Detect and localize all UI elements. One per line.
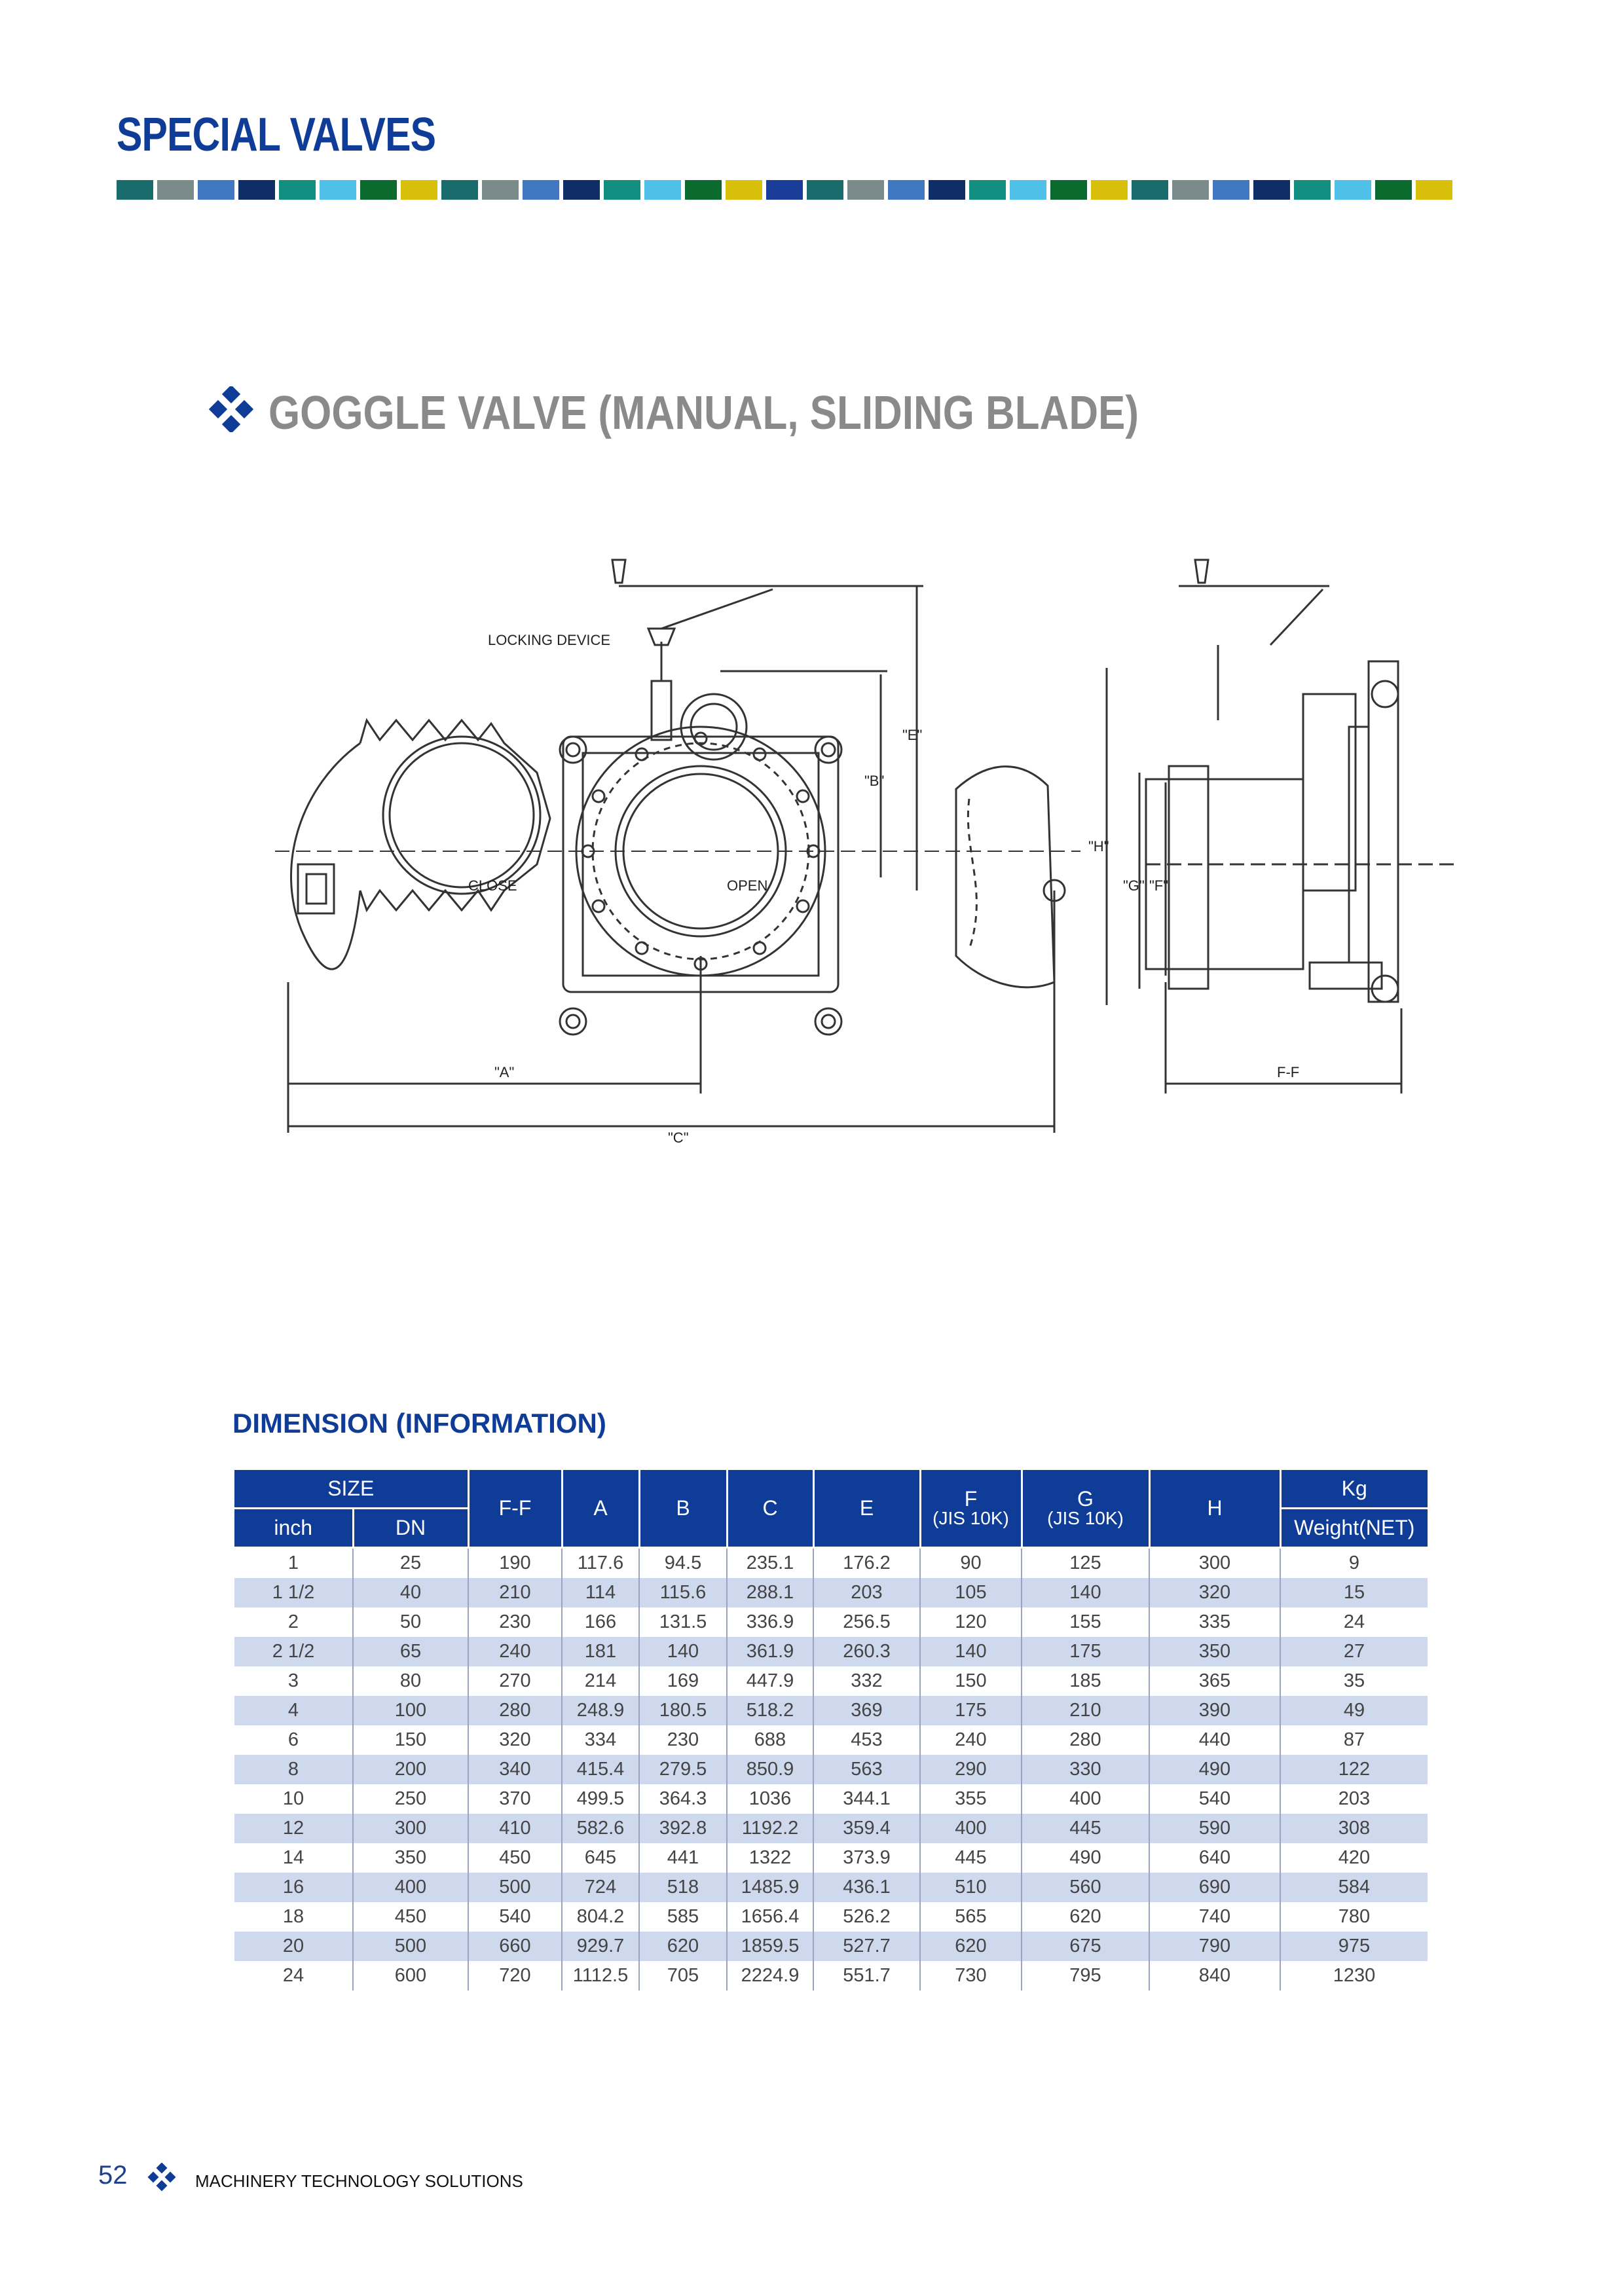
label-dim-g: "G" <box>1123 877 1145 894</box>
color-strip-segment <box>1294 180 1331 200</box>
header-g-sub: (JIS 10K) <box>1047 1507 1124 1528</box>
label-dim-h: "H" <box>1088 838 1109 854</box>
table-cell: 24 <box>1343 1611 1365 1632</box>
table-cell: 105 <box>920 1578 1022 1607</box>
table-cell: 35 <box>1343 1670 1365 1691</box>
table-cell: 565 <box>920 1902 1022 1932</box>
table-cell: 518 <box>639 1873 727 1902</box>
table-cell: 332 <box>813 1666 920 1696</box>
dimension-table <box>234 1470 1428 1991</box>
table-cell: 975 <box>1280 1932 1428 1961</box>
table-cell: 87 <box>1343 1729 1365 1750</box>
table-cell: 720 <box>468 1961 562 1991</box>
table-cell: 335 <box>1149 1607 1280 1637</box>
color-strip-segment <box>523 180 559 200</box>
table-cell: 660 <box>468 1932 562 1961</box>
table-cell: 248.9 <box>562 1696 639 1725</box>
table-cell: 436.1 <box>813 1873 920 1902</box>
table-cell: 490 <box>1149 1755 1280 1784</box>
table-cell: 500 <box>468 1873 562 1902</box>
color-strip-segment <box>401 180 437 200</box>
table-cell: 688 <box>727 1725 813 1755</box>
table-row <box>234 1725 1428 1755</box>
table-cell: 200 <box>353 1755 468 1784</box>
table-row <box>234 1607 1428 1637</box>
table-cell: 620 <box>1022 1902 1149 1932</box>
table-cell: 929.7 <box>562 1932 639 1961</box>
table-cell: 350 <box>1149 1637 1280 1666</box>
dimension-title: DIMENSION (INFORMATION) <box>232 1408 606 1439</box>
header-size: SIZE <box>234 1470 468 1509</box>
color-strip-segment <box>1050 180 1087 200</box>
table-cell: 840 <box>1149 1961 1280 1991</box>
table-cell: 50 <box>353 1607 468 1637</box>
table-cell: 415.4 <box>562 1755 639 1784</box>
color-strip-segment <box>1091 180 1128 200</box>
table-cell: 150 <box>920 1666 1022 1696</box>
table-cell: 16 <box>234 1873 353 1902</box>
table-cell: 210 <box>468 1578 562 1607</box>
table-cell: 690 <box>1149 1873 1280 1902</box>
header-a: A <box>562 1470 639 1548</box>
table-cell: 527.7 <box>813 1932 920 1961</box>
table-row <box>234 1961 1428 1991</box>
table-cell: 131.5 <box>639 1607 727 1637</box>
table-cell: 410 <box>468 1814 562 1843</box>
table-row <box>234 1843 1428 1873</box>
color-strip-segment <box>726 180 762 200</box>
table-cell: 125 <box>1022 1548 1149 1579</box>
table-cell: 214 <box>562 1666 639 1696</box>
table-cell: 203 <box>813 1578 920 1607</box>
table-cell: 320 <box>1149 1578 1280 1607</box>
table-cell: 420 <box>1338 1847 1371 1868</box>
table-cell: 120 <box>920 1607 1022 1637</box>
table-cell: 100 <box>353 1696 468 1725</box>
table-cell: 4 <box>234 1696 353 1725</box>
color-strip-segment <box>1375 180 1412 200</box>
table-cell: 1859.5 <box>727 1932 813 1961</box>
table-cell: 392.8 <box>639 1814 727 1843</box>
table-cell: 230 <box>468 1607 562 1637</box>
table-row <box>234 1814 1428 1843</box>
table-cell: 400 <box>920 1814 1022 1843</box>
table-cell: 500 <box>353 1932 468 1961</box>
table-cell: 65 <box>353 1637 468 1666</box>
table-cell: 453 <box>813 1725 920 1755</box>
color-strip-segment <box>117 180 153 200</box>
table-cell: 510 <box>920 1873 1022 1902</box>
table-cell: 445 <box>920 1843 1022 1873</box>
table-cell: 190 <box>468 1548 562 1579</box>
table-cell: 526.2 <box>813 1902 920 1932</box>
color-strip-segment <box>198 180 234 200</box>
table-cell: 334 <box>562 1725 639 1755</box>
table-cell: 80 <box>353 1666 468 1696</box>
table-cell: 584 <box>1280 1873 1428 1902</box>
table-cell: 280 <box>468 1696 562 1725</box>
table-cell: 49 <box>1280 1696 1428 1725</box>
header-title: SPECIAL VALVES <box>117 109 436 161</box>
label-dim-e: "E" <box>902 727 923 743</box>
table-cell: 280 <box>1022 1725 1149 1755</box>
label-dim-c: "C" <box>668 1129 689 1146</box>
table-cell: 175 <box>1022 1637 1149 1666</box>
table-cell: 181 <box>562 1637 639 1666</box>
header-kg: Kg <box>1280 1470 1428 1509</box>
table-cell: 8 <box>234 1755 353 1784</box>
table-cell: 563 <box>813 1755 920 1784</box>
color-strip-segment <box>157 180 194 200</box>
table-cell: 1656.4 <box>727 1902 813 1932</box>
table-cell: 140 <box>1022 1578 1149 1607</box>
table-cell: 24 <box>234 1961 353 1991</box>
table-cell: 320 <box>468 1725 562 1755</box>
table-cell: 1322 <box>727 1843 813 1873</box>
table-cell: 705 <box>639 1961 727 1991</box>
color-strip-segment <box>1335 180 1371 200</box>
table-cell: 364.3 <box>639 1784 727 1814</box>
table-cell: 373.9 <box>813 1843 920 1873</box>
header-b: B <box>639 1470 727 1548</box>
table-cell: 340 <box>468 1755 562 1784</box>
table-cell: 330 <box>1022 1755 1149 1784</box>
table-cell: 450 <box>468 1843 562 1873</box>
header-h: H <box>1149 1470 1280 1548</box>
table-cell: 445 <box>1022 1814 1149 1843</box>
table-cell: 620 <box>920 1932 1022 1961</box>
table-cell: 369 <box>813 1696 920 1725</box>
label-close: CLOSE <box>468 877 517 894</box>
table-cell: 400 <box>353 1873 468 1902</box>
table-cell: 490 <box>1022 1843 1149 1873</box>
table-cell: 250 <box>353 1784 468 1814</box>
table-cell: 27 <box>1280 1637 1428 1666</box>
table-cell: 210 <box>1022 1696 1149 1725</box>
table-cell: 235.1 <box>727 1548 813 1579</box>
table-cell: 390 <box>1149 1696 1280 1725</box>
color-strip <box>117 180 1456 200</box>
table-cell: 350 <box>353 1843 468 1873</box>
table-cell: 12 <box>234 1814 353 1843</box>
color-strip-segment <box>320 180 356 200</box>
table-cell: 155 <box>1022 1607 1149 1637</box>
table-cell: 1192.2 <box>727 1814 813 1843</box>
table-cell: 117.6 <box>562 1548 639 1579</box>
diamond-bullet-icon <box>208 386 254 432</box>
table-row <box>234 1784 1428 1814</box>
table-cell: 585 <box>639 1902 727 1932</box>
table-cell: 804.2 <box>562 1902 639 1932</box>
table-cell: 675 <box>1022 1932 1149 1961</box>
table-cell: 3 <box>234 1666 353 1696</box>
footer-company: MACHINERY TECHNOLOGY SOLUTIONS <box>195 2171 523 2191</box>
color-strip-segment <box>1416 180 1452 200</box>
table-cell: 1 1/2 <box>234 1578 353 1607</box>
color-strip-segment <box>888 180 925 200</box>
color-strip-segment <box>807 180 843 200</box>
table-cell: 240 <box>468 1637 562 1666</box>
label-dim-ff: F-F <box>1277 1064 1300 1080</box>
table-cell: 400 <box>1022 1784 1149 1814</box>
table-cell: 14 <box>234 1843 353 1873</box>
color-strip-segment <box>1253 180 1290 200</box>
color-strip-segment <box>644 180 681 200</box>
table-cell: 620 <box>639 1932 727 1961</box>
table-cell: 440 <box>1149 1725 1280 1755</box>
table-cell: 540 <box>468 1902 562 1932</box>
table-cell: 115.6 <box>639 1578 727 1607</box>
table-cell: 370 <box>468 1784 562 1814</box>
table-cell: 1 <box>234 1548 353 1579</box>
header-g <box>1022 1470 1149 1548</box>
header-g-label: G <box>1077 1486 1094 1511</box>
table-cell: 1230 <box>1333 1965 1376 1986</box>
table-cell: 140 <box>920 1637 1022 1666</box>
table-row <box>234 1755 1428 1784</box>
section-title: GOGGLE VALVE (MANUAL, SLIDING BLADE) <box>268 387 1139 439</box>
color-strip-segment <box>1010 180 1046 200</box>
color-strip-segment <box>563 180 600 200</box>
table-cell: 850.9 <box>727 1755 813 1784</box>
table-cell: 6 <box>234 1725 353 1755</box>
table-cell: 359.4 <box>813 1814 920 1843</box>
color-strip-segment <box>360 180 397 200</box>
header-f-sub: (JIS 10K) <box>932 1507 1009 1528</box>
table-cell: 240 <box>920 1725 1022 1755</box>
table-cell: 582.6 <box>562 1814 639 1843</box>
table-cell: 540 <box>1149 1784 1280 1814</box>
table-cell: 185 <box>1022 1666 1149 1696</box>
table-cell: 2224.9 <box>727 1961 813 1991</box>
table-cell: 90 <box>920 1548 1022 1579</box>
table-cell: 344.1 <box>813 1784 920 1814</box>
table-cell: 9 <box>1348 1552 1360 1573</box>
table-cell: 256.5 <box>813 1607 920 1637</box>
table-cell: 230 <box>639 1725 727 1755</box>
table-cell: 1485.9 <box>727 1873 813 1902</box>
color-strip-segment <box>238 180 275 200</box>
table-row <box>234 1873 1428 1902</box>
table-cell: 590 <box>1149 1814 1280 1843</box>
table-cell: 176.2 <box>813 1548 920 1579</box>
table-cell: 270 <box>468 1666 562 1696</box>
table-cell: 279.5 <box>639 1755 727 1784</box>
table-cell: 551.7 <box>813 1961 920 1991</box>
table-row <box>234 1696 1428 1725</box>
table-cell: 114 <box>562 1578 639 1607</box>
table-row <box>234 1902 1428 1932</box>
table-cell: 447.9 <box>727 1666 813 1696</box>
color-strip-segment <box>441 180 478 200</box>
footer-diamond-icon <box>147 2163 176 2192</box>
table-cell: 1112.5 <box>562 1961 639 1991</box>
table-cell: 730 <box>920 1961 1022 1991</box>
table-row <box>234 1932 1428 1961</box>
page-number: 52 <box>98 2161 128 2190</box>
table-cell: 18 <box>234 1902 353 1932</box>
table-row <box>234 1548 1428 1579</box>
header-f <box>920 1470 1022 1548</box>
color-strip-segment <box>847 180 884 200</box>
table-cell: 2 <box>234 1607 353 1637</box>
table-cell: 355 <box>920 1784 1022 1814</box>
label-dim-b: "B" <box>864 773 885 789</box>
table-cell: 300 <box>353 1814 468 1843</box>
header-weight: Weight(NET) <box>1280 1509 1428 1548</box>
header-ff: F-F <box>468 1470 562 1548</box>
table-cell: 600 <box>353 1961 468 1991</box>
color-strip-segment <box>685 180 722 200</box>
table-cell: 780 <box>1338 1906 1371 1927</box>
table-cell: 441 <box>639 1843 727 1873</box>
table-cell: 169 <box>639 1666 727 1696</box>
table-cell: 560 <box>1022 1873 1149 1902</box>
table-cell: 365 <box>1149 1666 1280 1696</box>
table-cell: 2 1/2 <box>234 1637 353 1666</box>
table-cell: 640 <box>1149 1843 1280 1873</box>
table-cell: 499.5 <box>562 1784 639 1814</box>
table-cell: 20 <box>234 1932 353 1961</box>
table-cell: 724 <box>562 1873 639 1902</box>
table-cell: 308 <box>1280 1814 1428 1843</box>
table-cell: 40 <box>353 1578 468 1607</box>
color-strip-segment <box>1172 180 1209 200</box>
color-strip-segment <box>1132 180 1168 200</box>
color-strip-segment <box>766 180 803 200</box>
header-inch: inch <box>234 1509 353 1548</box>
table-cell: 740 <box>1149 1902 1280 1932</box>
table-cell: 140 <box>639 1637 727 1666</box>
table-cell: 795 <box>1022 1961 1149 1991</box>
table-cell: 166 <box>562 1607 639 1637</box>
table-cell: 790 <box>1149 1932 1280 1961</box>
table-cell: 260.3 <box>813 1637 920 1666</box>
header-f-label: F <box>964 1486 978 1511</box>
label-open: OPEN <box>727 877 768 894</box>
table-cell: 25 <box>353 1548 468 1579</box>
table-cell: 300 <box>1149 1548 1280 1579</box>
color-strip-segment <box>969 180 1006 200</box>
color-strip-segment <box>1213 180 1249 200</box>
header-c: C <box>727 1470 813 1548</box>
header-e: E <box>813 1470 920 1548</box>
label-dim-a: "A" <box>494 1064 515 1080</box>
table-cell: 10 <box>234 1784 353 1814</box>
table-cell: 15 <box>1280 1578 1428 1607</box>
color-strip-segment <box>279 180 316 200</box>
table-cell: 361.9 <box>727 1637 813 1666</box>
table-cell: 1036 <box>727 1784 813 1814</box>
table-cell: 290 <box>920 1755 1022 1784</box>
table-cell: 645 <box>562 1843 639 1873</box>
table-cell: 122 <box>1280 1755 1428 1784</box>
table-cell: 336.9 <box>727 1607 813 1637</box>
color-strip-segment <box>604 180 640 200</box>
table-cell: 180.5 <box>639 1696 727 1725</box>
table-cell: 288.1 <box>727 1578 813 1607</box>
table-row <box>234 1666 1428 1696</box>
valve-technical-drawing <box>262 524 1480 1166</box>
table-cell: 175 <box>920 1696 1022 1725</box>
table-cell: 518.2 <box>727 1696 813 1725</box>
table-cell: 450 <box>353 1902 468 1932</box>
color-strip-segment <box>929 180 965 200</box>
color-strip-segment <box>482 180 519 200</box>
label-locking-device: LOCKING DEVICE <box>488 632 611 648</box>
close-port <box>383 737 540 894</box>
table-row <box>234 1578 1428 1607</box>
table-cell: 94.5 <box>639 1548 727 1579</box>
label-dim-f: "F" <box>1149 877 1169 894</box>
table-cell: 203 <box>1338 1788 1371 1809</box>
header-dn: DN <box>353 1509 468 1548</box>
table-cell: 150 <box>353 1725 468 1755</box>
table-row <box>234 1637 1428 1666</box>
